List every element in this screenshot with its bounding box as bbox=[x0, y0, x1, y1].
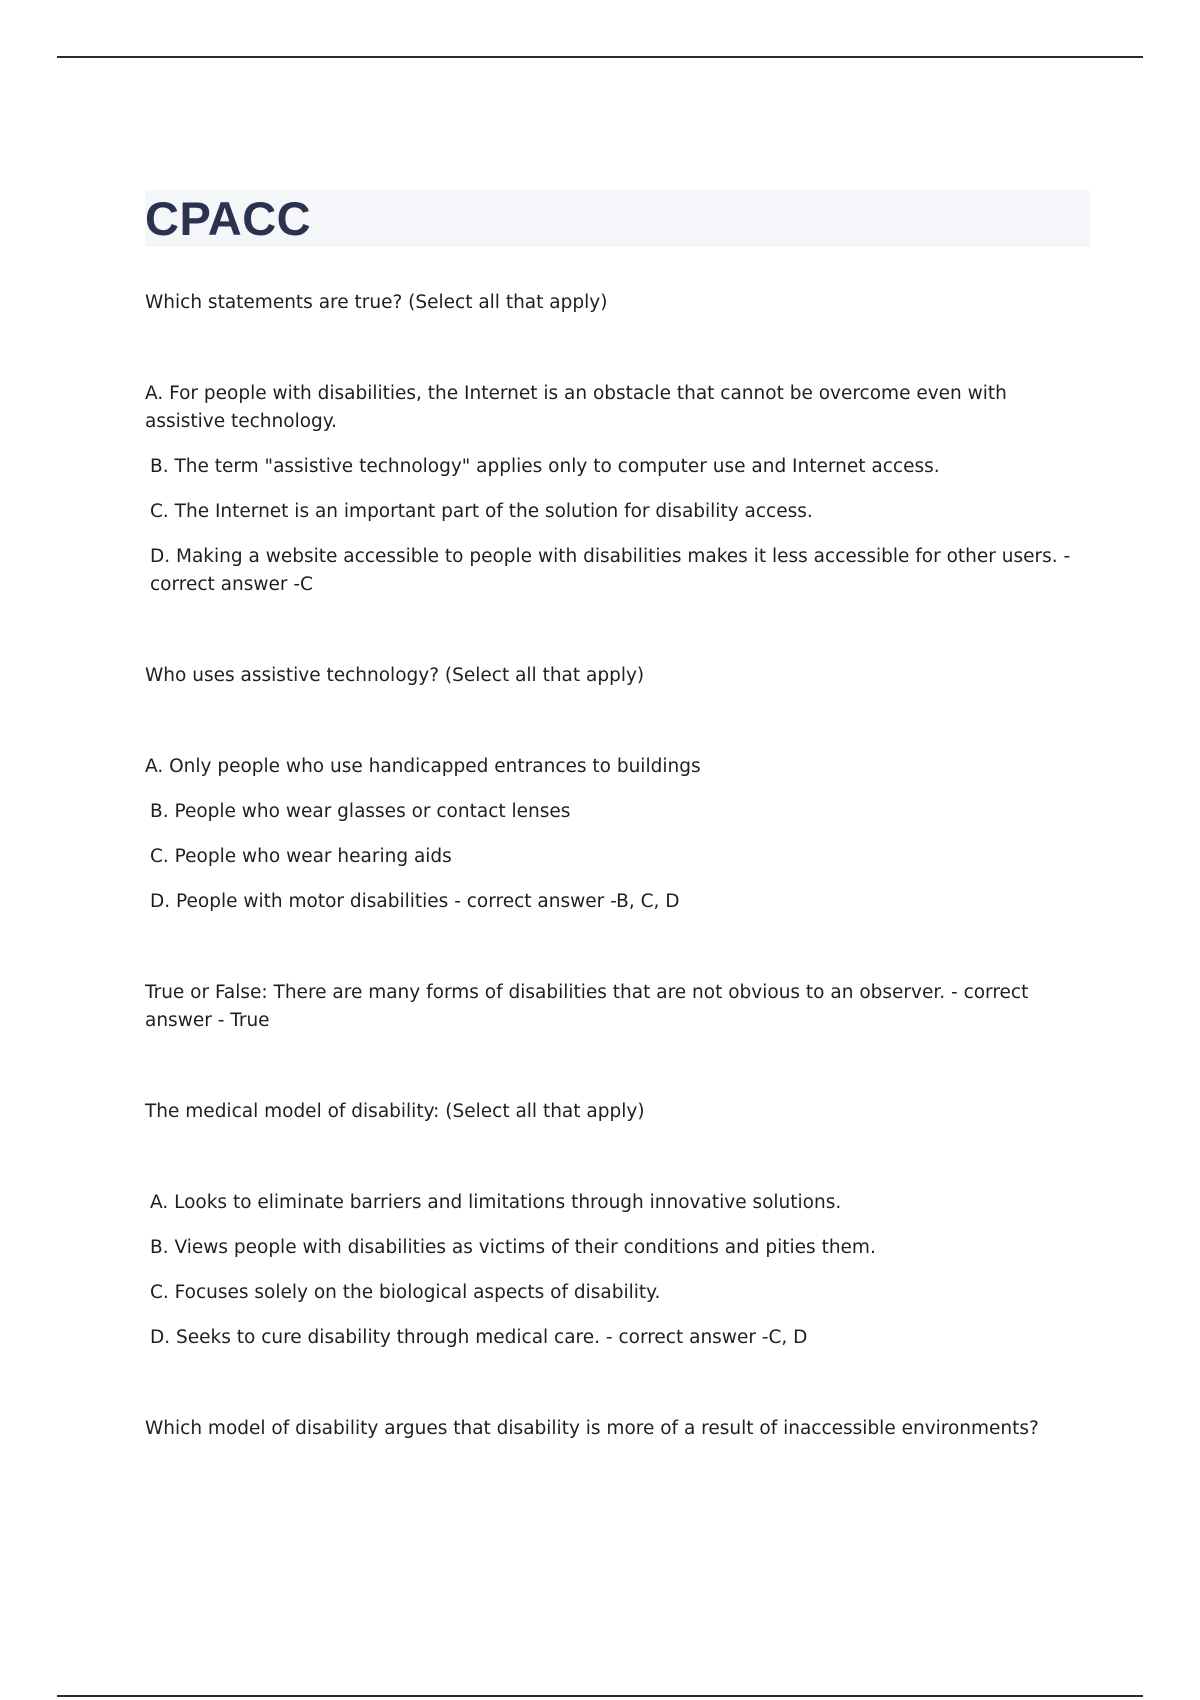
answer-option: D. People with motor disabilities - correct answer -B, C, D bbox=[150, 891, 680, 912]
question-block bbox=[145, 289, 1090, 599]
question-text: Which model of disability argues that disability is more of a result of inaccessible environments? bbox=[145, 1418, 1039, 1439]
question-text: Which statements are true? (Select all that apply) bbox=[145, 292, 608, 313]
answer-option: C. Focuses solely on the biological aspects of disability. bbox=[150, 1282, 661, 1303]
answer-option: C. People who wear hearing aids bbox=[150, 846, 452, 867]
question-block bbox=[145, 1415, 1090, 1443]
footer-rule bbox=[57, 1695, 1143, 1697]
question-text: The medical model of disability: (Select all that apply) bbox=[145, 1101, 645, 1122]
question-text: True or False: There are many forms of disabilities that are not obvious to an observer. - correct answer - True bbox=[145, 982, 1029, 1031]
answer-option: A. For people with disabilities, the Internet is an obstacle that cannot be overcome even with assistive technology. bbox=[145, 383, 1007, 432]
document-body bbox=[145, 190, 1090, 1443]
document-title: CPACC bbox=[145, 192, 312, 245]
header-rule bbox=[57, 56, 1143, 58]
question-text: Who uses assistive technology? (Select all that apply) bbox=[145, 665, 645, 686]
answer-option: D. Making a website accessible to people with disabilities makes it less accessible for other users. - correct answer -C bbox=[150, 546, 1071, 595]
answer-option: B. People who wear glasses or contact lenses bbox=[150, 801, 571, 822]
question-block bbox=[145, 979, 1090, 1035]
answer-option: A. Looks to eliminate barriers and limitations through innovative solutions. bbox=[150, 1192, 842, 1213]
question-block bbox=[145, 1098, 1090, 1352]
question-block bbox=[145, 662, 1090, 916]
answer-option: B. Views people with disabilities as victims of their conditions and pities them. bbox=[150, 1237, 876, 1258]
answer-option: C. The Internet is an important part of the solution for disability access. bbox=[150, 501, 813, 522]
answer-option: A. Only people who use handicapped entrances to buildings bbox=[145, 756, 701, 777]
answer-option: B. The term "assistive technology" applies only to computer use and Internet access. bbox=[150, 456, 940, 477]
title-band bbox=[145, 190, 1090, 247]
answer-option: D. Seeks to cure disability through medical care. - correct answer -C, D bbox=[150, 1327, 808, 1348]
